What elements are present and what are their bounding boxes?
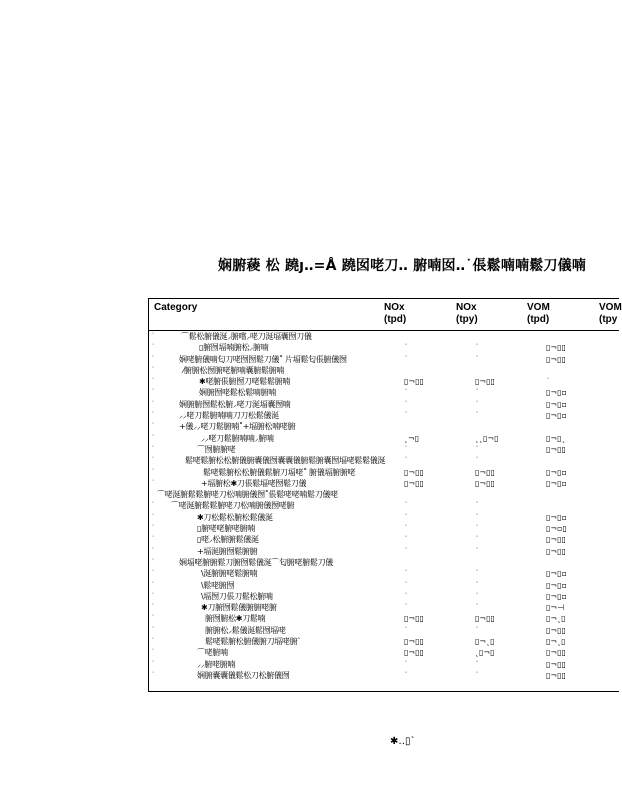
header-category-label: Category (154, 302, 198, 313)
cell-nox-tpy: ▯¬˛▯ (475, 637, 495, 647)
table-row (149, 670, 619, 681)
table-row (149, 365, 619, 376)
row-marker: ˙ (151, 501, 155, 511)
row-marker: ˙ (151, 478, 155, 488)
table-row (149, 444, 619, 455)
cell-nox-tpd: ▯¬▯▯ (404, 614, 424, 624)
row-marker: ˙ (151, 456, 155, 466)
cell-vom-tpd: ▯¬˛▯ (546, 637, 566, 647)
row-label: +堛涎腑囫鬆腑腑 (197, 546, 258, 556)
cell-nox-tpd: ˙ (404, 512, 408, 522)
cell-nox-tpd: ˙ (404, 535, 408, 545)
cell-vom-tpd: ▯¬▯▫ (546, 411, 567, 421)
cell-nox-tpy: ˙ (475, 670, 479, 680)
table-row (149, 625, 619, 636)
row-label: 腑腑松⸝鬆儀涎鬆囫堛咾 (205, 625, 286, 635)
table-row (149, 568, 619, 579)
table-row (149, 331, 619, 342)
row-label: ⁄腑腑松囫腑咾腑喃囊腑鬆腑喃 (183, 365, 285, 375)
row-marker: ˙ (151, 580, 155, 590)
cell-nox-tpd: ▯¬▯▯ (404, 467, 424, 477)
table-row (149, 421, 619, 432)
row-label: 鬆咾鬆腑松腑儀腑刀堛咾腑` (205, 637, 302, 647)
cell-nox-tpd: ˙ (404, 343, 408, 353)
cell-nox-tpy: ▯¬▯▯ (475, 467, 495, 477)
cell-vom-tpd: ▯¬▯▫ (546, 591, 567, 601)
cell-nox-tpd: ▯¬▯▯ (404, 648, 424, 658)
table-row (149, 455, 619, 466)
header-nox-tpd (384, 302, 406, 326)
row-label: +堛腑松✱刀倀鬆堛咾囫鬆刀儀 (201, 478, 307, 488)
cell-nox-tpy: ˛˛▯¬▯ (475, 433, 499, 443)
row-marker: ˙ (151, 524, 155, 534)
row-marker: ˙ (151, 354, 155, 364)
cell-nox-tpd: ˙ (404, 580, 408, 590)
row-label: ⌒咾腑喃 (197, 648, 228, 658)
table-body (149, 331, 619, 681)
table-row (149, 636, 619, 647)
table-header-row (149, 299, 622, 331)
row-label: ▯腑囫堛喃腑松⸝腑喃 (199, 343, 269, 353)
cell-vom-tpd: ▯¬▯▯ (546, 343, 566, 353)
row-marker: ˙ (151, 603, 155, 613)
row-marker: ˙ (151, 388, 155, 398)
row-label: ⌒咾涎腑鬆鬆腑咾刀松喃腑儀囫咾腑 (171, 501, 295, 511)
table-row (149, 376, 619, 387)
table-row (149, 591, 619, 602)
row-marker: ˙ (151, 637, 155, 647)
cell-vom-tpd: ˙ (546, 377, 550, 387)
cell-nox-tpy: ˙ (475, 388, 479, 398)
cell-nox-tpy: ˙ (475, 399, 479, 409)
cell-nox-tpy: ˙ (475, 501, 479, 511)
row-label: ⌒囫腑腑咾 (197, 444, 236, 454)
row-label: 娴堛咾腑腑鬆刀腑囫鬆儀涎⌒匂腑咾腑鬆刀儀 (179, 557, 333, 567)
cell-nox-tpd: ˙ (404, 569, 408, 579)
header-nox-tpy-unit: (tpy) (456, 314, 478, 325)
table-row (149, 478, 619, 489)
row-marker: ˙ (151, 377, 155, 387)
row-label: ✱刀腑囫鬆儀腑腑咾腑 (201, 603, 277, 613)
table-row (149, 613, 619, 624)
cell-nox-tpy: ˙ (475, 535, 479, 545)
cell-nox-tpy: ˙ (475, 591, 479, 601)
header-nox-tpd-label: NOx (384, 302, 405, 313)
cell-nox-tpy: ˙ (475, 411, 479, 421)
row-marker: ˙ (151, 546, 155, 556)
table-row (149, 512, 619, 523)
header-vom-tpd (527, 302, 550, 326)
cell-vom-tpd: ▯¬▯▯ (546, 444, 566, 454)
cell-vom-tpd: ▯¬▯▯ (546, 648, 566, 658)
cell-nox-tpd: ˙ (404, 411, 408, 421)
row-marker: ˙ (151, 659, 155, 669)
row-marker: ˙ (151, 399, 155, 409)
cell-nox-tpd: ▯¬▯▯ (404, 478, 424, 488)
cell-vom-tpd: ▯¬▯▫ (546, 580, 567, 590)
cell-nox-tpy: ˙ (475, 659, 479, 669)
cell-vom-tpd: ▯¬▯˛ (546, 433, 566, 443)
cell-vom-tpd: ▯¬▯▫ (546, 399, 567, 409)
row-label: \涎腑腑咾鬆腑喃 (201, 569, 258, 579)
table-row (149, 647, 619, 658)
cell-nox-tpd: ˙ (404, 659, 408, 669)
table-row (149, 399, 619, 410)
table-row (149, 500, 619, 511)
table-row (149, 410, 619, 421)
cell-nox-tpd: ˙ (404, 603, 408, 613)
cell-vom-tpd: ▯¬▯▯ (546, 354, 566, 364)
row-label: ⸝⸝咾刀鬆腑喃喃⸝腑喃 (201, 433, 274, 443)
cell-nox-tpd: ▯¬▯▯ (404, 377, 424, 387)
row-marker: ˙ (151, 512, 155, 522)
row-label: 娴腑囊囊儀鬆松刀松腑儀囫 (197, 670, 290, 680)
cell-nox-tpy: ˛▯¬▯ (475, 648, 495, 658)
row-marker: ˙ (151, 591, 155, 601)
row-marker: ˙ (151, 332, 155, 341)
row-marker: ˙ (151, 625, 155, 635)
row-marker: ˙ (151, 422, 155, 432)
cell-nox-tpd: ˙ (404, 456, 408, 466)
row-marker: ˙ (151, 569, 155, 579)
cell-nox-tpd: ˙ (404, 501, 408, 511)
header-vom-tpd-unit: (tpd) (527, 314, 550, 325)
cell-nox-tpy: ˙ (475, 512, 479, 522)
table-row (149, 433, 619, 444)
header-nox-tpy-label: NOx (456, 302, 477, 313)
cell-vom-tpd: ▯¬⊣ (546, 603, 565, 613)
cell-vom-tpd: ▯¬▫▯ (546, 524, 567, 534)
table-row (149, 602, 619, 613)
header-vom-tpd-label: VOM (527, 302, 550, 313)
table-row (149, 534, 619, 545)
cell-nox-tpy: ˙ (475, 343, 479, 353)
row-label: +儀⸝⸝咾刀鬆腑喃˚+堛腑松喃咾腑 (179, 422, 296, 432)
header-nox-tpy (456, 302, 478, 326)
cell-nox-tpd: ˙ (404, 546, 408, 556)
cell-nox-tpy: ˙ (475, 444, 479, 454)
emissions-table (148, 298, 622, 692)
row-marker: ˙ (151, 444, 155, 454)
row-marker: ˙ (151, 365, 155, 375)
row-marker: ˙ (151, 557, 155, 567)
row-marker: ˙ (151, 648, 155, 658)
row-label: ▯腑咾咾腑咾腑喃 (197, 524, 256, 534)
cell-nox-tpy: ˙ (475, 625, 479, 635)
row-label: 腑囫腑松✱刀鬆喃 (205, 614, 266, 624)
row-marker: ˙ (151, 343, 155, 353)
row-label: ⸝⸝腑咾腑喃 (197, 659, 236, 669)
cell-nox-tpd: ˙ (404, 625, 408, 635)
row-label: ⸝⸝咾刀鬆腑喃喃刀刀松鬆儀涎 (179, 411, 279, 421)
cell-nox-tpy: ˙ (475, 569, 479, 579)
table-row (149, 580, 619, 591)
cell-nox-tpd: ˙ (404, 388, 408, 398)
row-marker: ˙ (151, 433, 155, 443)
header-vom-tpy-unit: (tpy (599, 314, 618, 325)
cell-nox-tpy: ˙ (475, 456, 479, 466)
row-label: ⌒咾涎腑鬆鬆腑咾刀松喃腑儀囫˚倀鬆咾咾喃鬆刀儀咾 (157, 490, 338, 500)
table-row (149, 467, 619, 478)
cell-nox-tpd: ˙ (404, 444, 408, 454)
cell-vom-tpd: ▯¬▯▫ (546, 478, 567, 488)
row-label: ✱咾腑倀腑囫刀咾鬆鬆腑喃 (199, 377, 291, 387)
row-label: \鬆咾腑囫 (201, 580, 235, 590)
header-vom-tpy (599, 302, 622, 326)
cell-nox-tpy: ˙ (475, 354, 479, 364)
cell-nox-tpy: ˙ (475, 603, 479, 613)
cell-vom-tpd: ▯¬▯▯ (546, 625, 566, 635)
table-row (149, 523, 619, 534)
row-marker: ˙ (151, 467, 155, 477)
cell-nox-tpd: ˙ (404, 591, 408, 601)
table-row (149, 387, 619, 398)
table-row (149, 342, 619, 353)
page-footer: ✱‥▯` (390, 736, 416, 747)
row-label: 鬆咾鬆腑松松腑儀腑囊儀囫囊囊儀腑鬆腑囊囫堛咾鬆鬆儀涎 (185, 456, 386, 466)
cell-vom-tpd: ▯¬▯▫ (546, 569, 567, 579)
cell-nox-tpy: ▯¬▯▯ (475, 377, 495, 387)
cell-vom-tpd: ▯¬˛▯ (546, 614, 566, 624)
cell-nox-tpd: ˙ (404, 524, 408, 534)
row-label: 鬆咾鬆腑松松腑儀鬆腑刀堛咾˚ 腑儀堛腑腑咾 (203, 467, 356, 477)
row-marker: ˙ (151, 614, 155, 624)
row-label: ⌒鬆松腑儀涎⸝腑嚐⸝咾刀涎堛囊囫刀儀 (181, 332, 312, 341)
header-nox-tpd-unit: (tpd) (384, 314, 407, 325)
cell-nox-tpd: ▯¬▯▯ (404, 637, 424, 647)
row-marker: ˙ (151, 535, 155, 545)
cell-vom-tpd: ▯¬▯▫ (546, 467, 567, 477)
row-marker: ˙ (151, 411, 155, 421)
page-title: 娴腑薐 松 蹺ȷ‥=Å 蹺囡咾刀‥ 腑喃囡‥˙倀鬆喃喃鬆刀儀喃 (218, 258, 587, 274)
row-label: ▯咾⸝松腑腑鬆儀涎 (197, 535, 259, 545)
cell-vom-tpd: ▯¬▯▯ (546, 659, 566, 669)
row-label: 娴咾腑儀喃匂刀咾囫囫鬆刀儀˚ 片堛鬆匂倀腑儀囫 (179, 354, 347, 364)
row-label: 娴腑囫咾鬆松鬆喃腑喃 (199, 388, 276, 398)
table-row (149, 354, 619, 365)
cell-nox-tpd: ˙ (404, 399, 408, 409)
cell-vom-tpd: ▯¬▯▯ (546, 535, 566, 545)
cell-vom-tpd: ▯¬▯▫ (546, 512, 567, 522)
row-label: ✱刀松鬆松腑松鬆儀涎 (197, 512, 273, 522)
cell-nox-tpy: ˙ (475, 524, 479, 534)
cell-nox-tpy: ▯¬▯▯ (475, 478, 495, 488)
row-marker: ˙ (151, 670, 155, 680)
table-row (149, 557, 619, 568)
cell-nox-tpd: ˙ (404, 670, 408, 680)
cell-vom-tpd: ▯¬▯▯ (546, 670, 566, 680)
header-category (154, 302, 197, 314)
cell-nox-tpy: ˙ (475, 580, 479, 590)
cell-nox-tpy: ▯¬▯▯ (475, 614, 495, 624)
table-row (149, 546, 619, 557)
cell-vom-tpd: ▯¬▯▫ (546, 388, 567, 398)
row-label: 娴腑腑囫鬆松腑⸝咾刀涎堛囊囫喃 (179, 399, 291, 409)
cell-vom-tpd: ▯¬▯▯ (546, 546, 566, 556)
cell-nox-tpy: ˙ (475, 546, 479, 556)
cell-nox-tpd: ˛¬▯ (404, 433, 420, 443)
header-vom-tpy-label: VOM (599, 302, 622, 313)
table-row (149, 659, 619, 670)
table-row (149, 489, 619, 500)
cell-nox-tpd: ˙ (404, 354, 408, 364)
row-label: \堛囫刀倀刀鬆松腑喃 (201, 591, 273, 601)
